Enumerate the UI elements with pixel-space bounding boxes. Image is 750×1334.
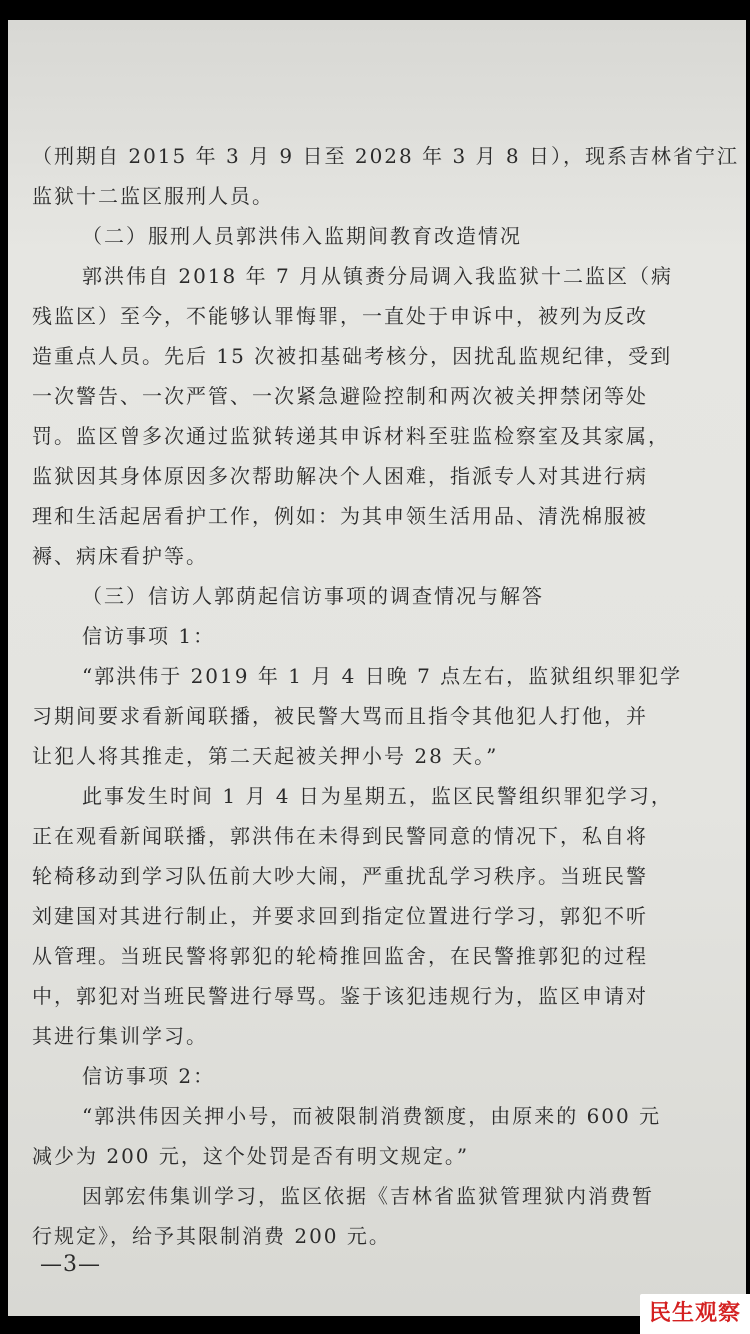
text-line: 残监区）至今，不能够认罪悔罪，一直处于申诉中，被列为反改: [32, 304, 648, 328]
text-line: 中，郭犯对当班民警进行辱骂。鉴于该犯违规行为，监区申请对: [32, 984, 648, 1008]
text-line: 因郭宏伟集训学习，监区依据《吉林省监狱管理狱内消费暂: [82, 1184, 654, 1208]
text-line: 理和生活起居看护工作，例如：为其申领生活用品、清洗棉服被: [32, 504, 648, 528]
text-line: 从管理。当班民警将郭犯的轮椅推回监舍，在民警推郭犯的过程: [32, 944, 648, 968]
quote-line: 习期间要求看新闻联播，被民警大骂而且指令其他犯人打他，并: [32, 704, 648, 728]
text-line: 罚。监区曾多次通过监狱转递其申诉材料至驻监检察室及其家属，: [32, 424, 670, 448]
quote-line: 减少为 200 元，这个处罚是否有明文规定。”: [32, 1144, 470, 1168]
text-line: 监狱因其身体原因多次帮助解决个人困难，指派专人对其进行病: [32, 464, 648, 488]
section-heading: （二）服刑人员郭洪伟入监期间教育改造情况: [82, 224, 522, 248]
text-line: 行规定》，给予其限制消费 200 元。: [32, 1224, 391, 1248]
text-line: 刘建国对其进行制止，并要求回到指定位置进行学习，郭犯不听: [32, 904, 648, 928]
text-line: 郭洪伟自 2018 年 7 月从镇赉分局调入我监狱十二监区（病: [82, 264, 674, 288]
text-line: 此事发生时间 1 月 4 日为星期五，监区民警组织罪犯学习，: [82, 784, 673, 808]
document-page: [8, 20, 746, 1316]
text-line: 轮椅移动到学习队伍前大吵大闹，严重扰乱学习秩序。当班民警: [32, 864, 648, 888]
quote-line: “郭洪伟于 2019 年 1 月 4 日晚 7 点左右，监狱组织罪犯学: [82, 664, 683, 688]
watermark-badge: 民生观察: [640, 1294, 750, 1334]
quote-line: 让犯人将其推走，第二天起被关押小号 28 天。”: [32, 744, 499, 768]
quote-line: “郭洪伟因关押小号，而被限制消费额度，由原来的 600 元: [82, 1104, 662, 1128]
page-number: —3—: [40, 1252, 101, 1277]
text-line: 褥、病床看护等。: [32, 544, 208, 568]
text-line: 监狱十二监区服刑人员。: [32, 184, 274, 208]
text-line: 一次警告、一次严管、一次紧急避险控制和两次被关押禁闭等处: [32, 384, 648, 408]
document-body: [32, 136, 739, 1256]
text-line: 正在观看新闻联播，郭洪伟在未得到民警同意的情况下，私自将: [32, 824, 648, 848]
section-heading: （三）信访人郭荫起信访事项的调查情况与解答: [82, 584, 544, 608]
text-line: 其进行集训学习。: [32, 1024, 208, 1048]
item-heading: 信访事项 1：: [82, 624, 216, 648]
text-line: 造重点人员。先后 15 次被扣基础考核分，因扰乱监规纪律，受到: [32, 344, 673, 368]
item-heading: 信访事项 2：: [82, 1064, 216, 1088]
text-line: （刑期自 2015 年 3 月 9 日至 2028 年 3 月 8 日），现系吉林省宁江: [32, 144, 739, 168]
